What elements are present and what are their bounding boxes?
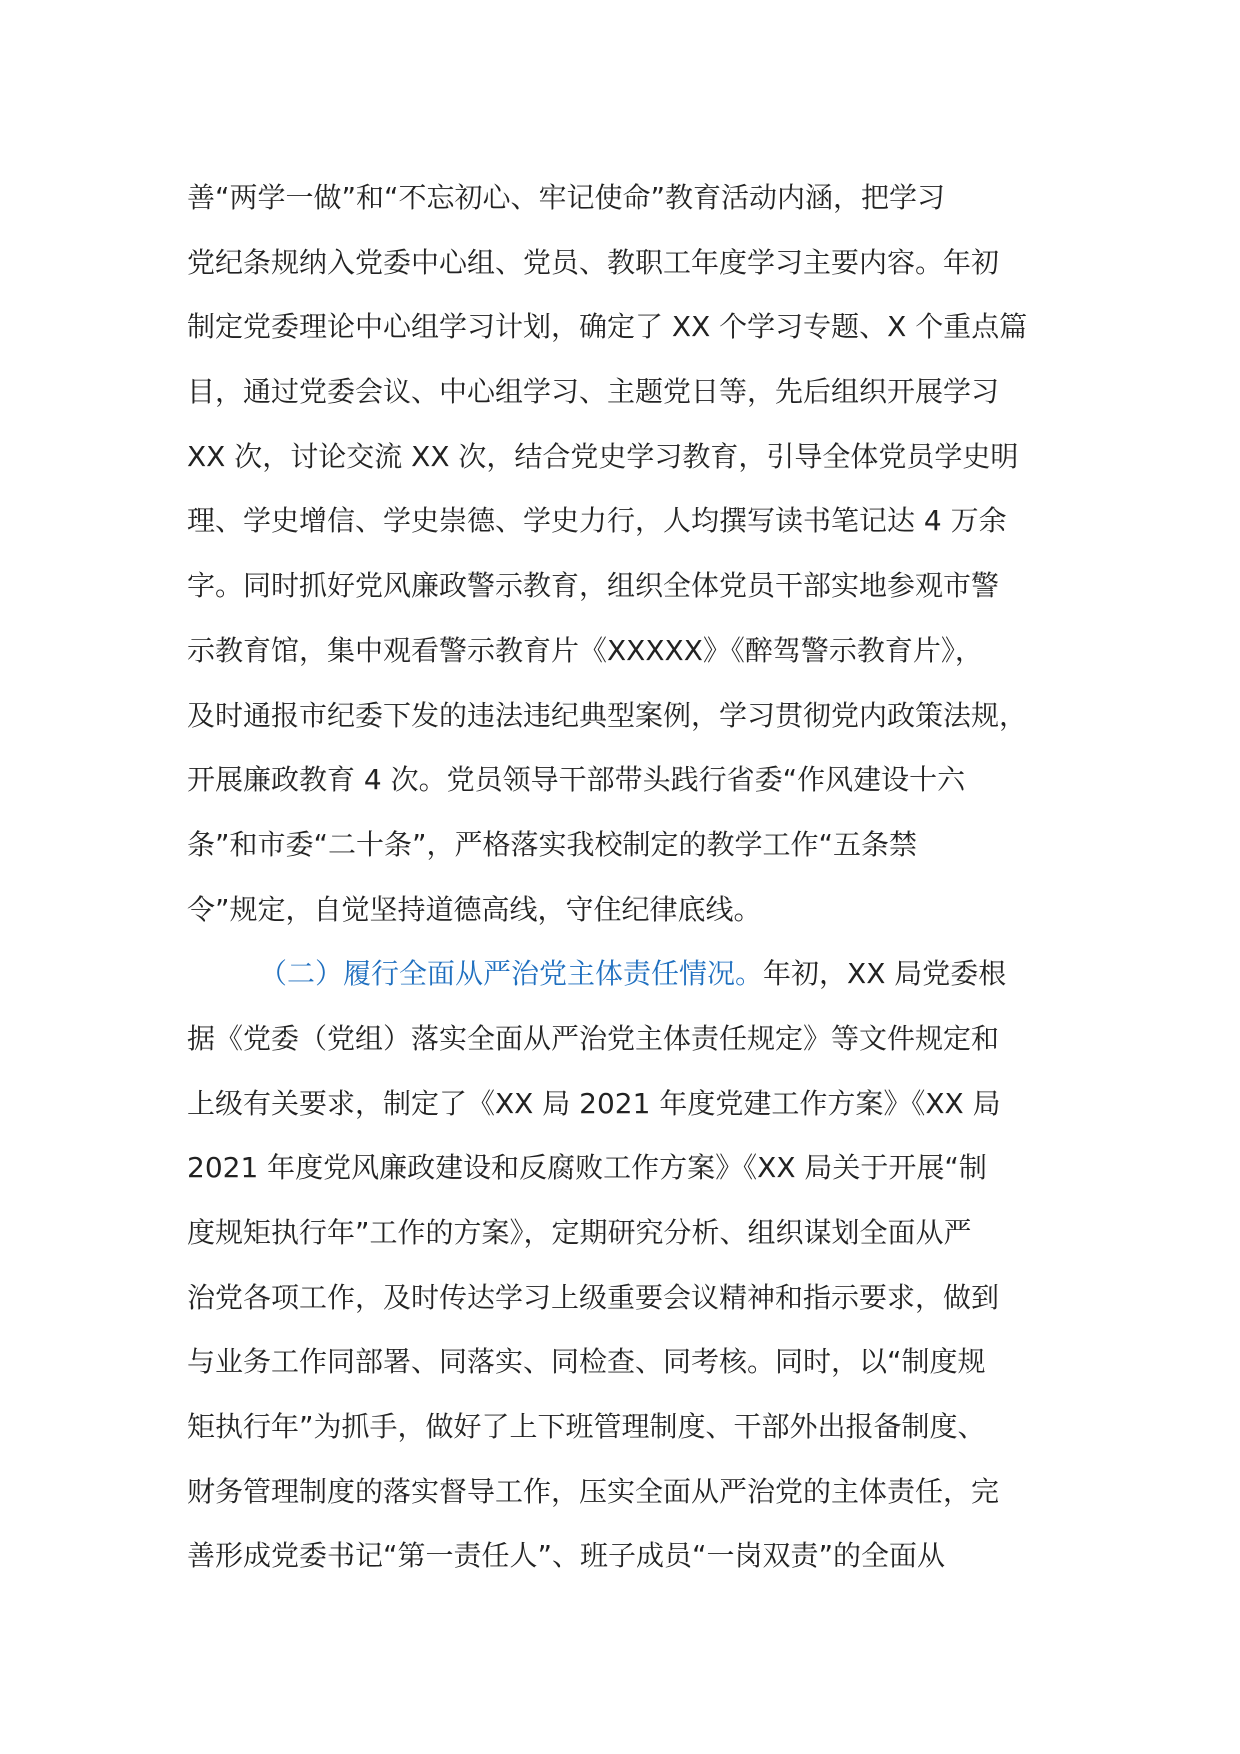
paragraph-line: 财务管理制度的落实督导工作，压实全面从严治党的主体责任，完 — [187, 1474, 1000, 1508]
paragraph-line: 字。同时抓好党风廉政警示教育，组织全体党员干部实地参观市警 — [187, 569, 1000, 603]
paragraph-line: 目，通过党委会议、中心组学习、主题党日等，先后组织开展学习 — [187, 375, 1000, 409]
section-first-line-text: 年初，XX 局党委根 — [763, 957, 1007, 991]
paragraph-line: 及时通报市纪委下发的违法违纪典型案例，学习贯彻党内政策法规， — [187, 698, 1028, 732]
section-heading-line — [187, 942, 1067, 1007]
paragraph-line: 党纪条规纳入党委中心组、党员、教职工年度学习主要内容。年初 — [187, 245, 1000, 279]
body-text — [187, 166, 1067, 1589]
paragraph-line: 开展廉政教育 4 次。党员领导干部带头践行省委“作风建设十六 — [187, 763, 966, 797]
paragraph-line: 示教育馆，集中观看警示教育片《XXXXX》《醉驾警示教育片》， — [187, 633, 983, 667]
paragraph-line: 据《党委（党组）落实全面从严治党主体责任规定》等文件规定和 — [187, 1021, 1000, 1055]
paragraph-line: 治党各项工作，及时传达学习上级重要会议精神和指示要求，做到 — [187, 1280, 1000, 1314]
paragraph-line: 上级有关要求，制定了《XX 局 2021 年度党建工作方案》《XX 局 — [187, 1086, 1001, 1120]
paragraph-line: 善形成党委书记“第一责任人”、班子成员“一岗双责”的全面从 — [187, 1539, 946, 1573]
paragraph-line: 2021 年度党风廉政建设和反腐败工作方案》《XX 局关于开展“制 — [187, 1151, 987, 1185]
paragraph-line: 理、学史增信、学史崇德、学史力行，人均撰写读书笔记达 4 万余 — [187, 504, 1007, 538]
paragraph-line: 条”和市委“二十条”，严格落实我校制定的教学工作“五条禁 — [187, 827, 918, 861]
paragraph-line: 令”规定，自觉坚持道德高线，守住纪律底线。 — [187, 892, 762, 926]
paragraph-line: XX 次，讨论交流 XX 次，结合党史学习教育，引导全体党员学史明 — [187, 439, 1019, 473]
paragraph-line: 与业务工作同部署、同落实、同检查、同考核。同时，以“制度规 — [187, 1345, 986, 1379]
section-heading: （二）履行全面从严治党主体责任情况。 — [259, 957, 764, 991]
paragraph-line: 度规矩执行年”工作的方案》，定期研究分析、组织谋划全面从严 — [187, 1216, 972, 1249]
paragraph-line: 善“两学一做”和“不忘初心、牢记使命”教育活动内涵，把学习 — [187, 181, 946, 214]
paragraph-line: 矩执行年”为抓手，做好了上下班管理制度、干部外出报备制度、 — [187, 1410, 986, 1444]
paragraph-line: 制定党委理论中心组学习计划，确定了 XX 个学习专题、X 个重点篇 — [187, 310, 1028, 344]
